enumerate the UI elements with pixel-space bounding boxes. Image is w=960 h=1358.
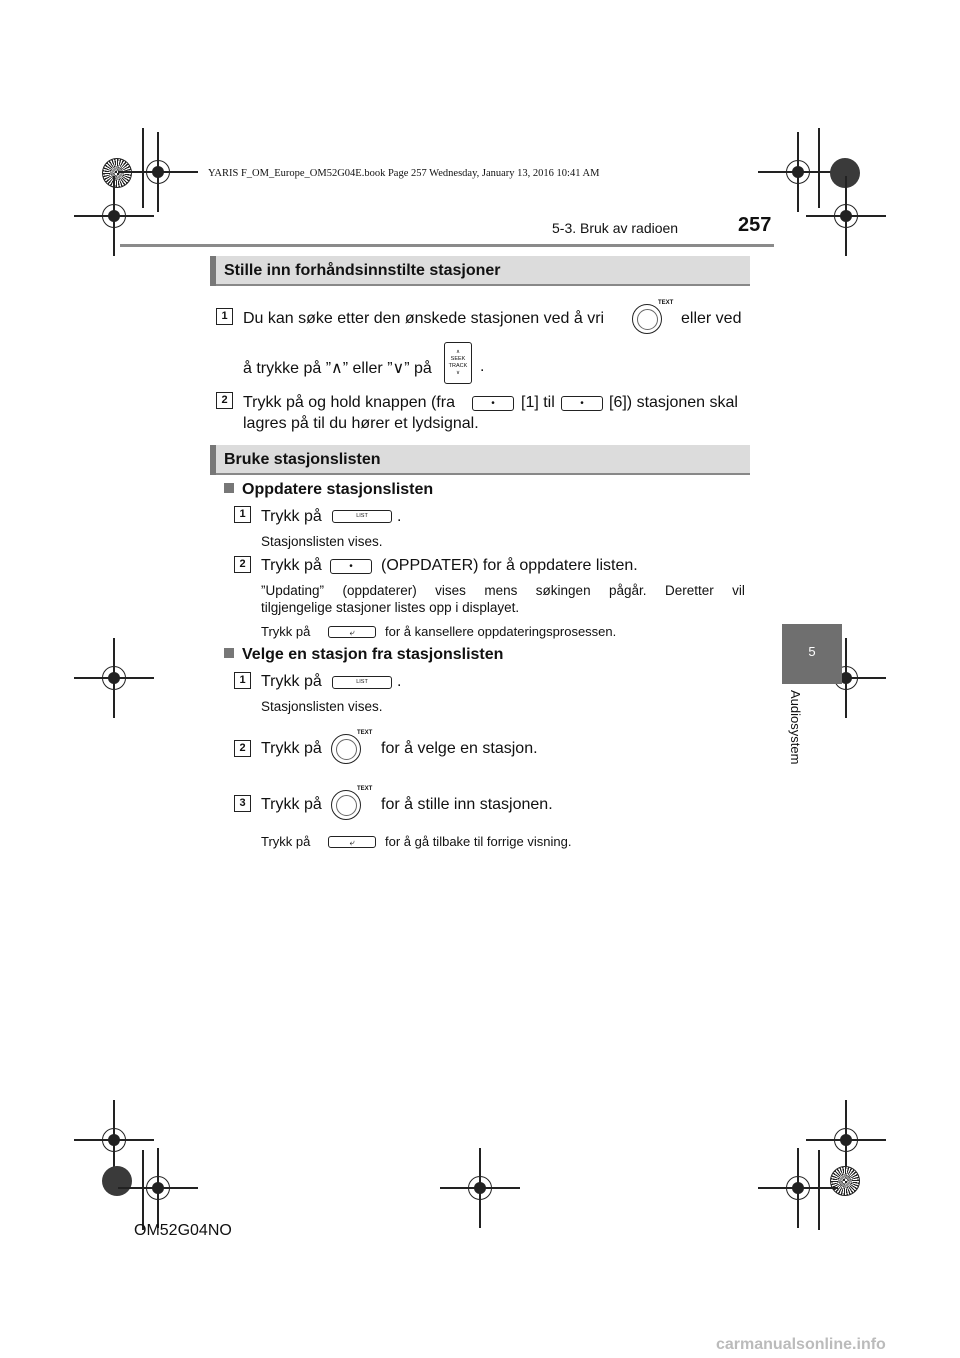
note-text: Stasjonslisten vises.	[261, 534, 383, 549]
down-arrow-icon: ∨	[455, 370, 461, 376]
paragraph-text: eller ved	[681, 310, 742, 327]
track-label: TRACK	[448, 363, 468, 369]
paragraph-text: (OPPDATER) for å oppdatere listen.	[381, 557, 638, 574]
crop-line	[818, 1150, 820, 1230]
note-word: søkingen	[535, 583, 591, 598]
note-text: tilgjengelige stasjoner listes opp i displayet.	[261, 600, 520, 615]
paragraph-text: å trykke på ”∧” eller ”∨” på	[243, 360, 432, 377]
note-text: Trykk på	[261, 834, 311, 849]
document-code: OM52G04NO	[134, 1222, 232, 1239]
step-number: 1	[216, 308, 233, 325]
note-word: vil	[732, 583, 745, 598]
note-text: for å gå tilbake til forrige visning.	[385, 834, 572, 849]
section-heading-presets	[210, 256, 750, 286]
preset-button-icon: •	[472, 396, 514, 411]
subheading-text: Velge en stasjon fra stasjonslisten	[242, 646, 504, 663]
step-number: 1	[234, 506, 251, 523]
step-number: 2	[234, 556, 251, 573]
subheading-update-list	[224, 481, 433, 499]
step-number: 2	[216, 392, 233, 409]
section-heading-text: Stille inn forhåndsinnstilte stasjoner	[224, 262, 501, 279]
paragraph-text: Trykk på	[261, 796, 322, 813]
paragraph-text: Trykk på	[261, 508, 322, 525]
paragraph-text: .	[397, 673, 402, 690]
note-word: vises	[435, 583, 466, 598]
note-text: Trykk på	[261, 624, 311, 639]
paragraph-text: Trykk på	[261, 740, 322, 757]
registration-mark	[74, 638, 154, 718]
list-button-icon: LIST	[332, 510, 392, 523]
paragraph-text: for å velge en stasjon.	[381, 740, 538, 757]
paragraph-text: .	[397, 508, 402, 525]
up-arrow-icon: ∧	[455, 349, 461, 355]
paragraph-text: Trykk på og hold knappen (fra	[243, 394, 455, 411]
knob-text-label: TEXT	[357, 730, 373, 736]
subheading-select-station	[224, 646, 503, 664]
back-button-icon: ⤶	[328, 836, 376, 848]
square-bullet-icon	[224, 648, 234, 658]
note-word: Deretter	[664, 583, 714, 598]
chapter-side-label: Audiosystem	[788, 690, 803, 765]
note-text: Stasjonslisten vises.	[261, 699, 383, 714]
note-text	[261, 583, 745, 598]
preset-button-icon: •	[561, 396, 603, 411]
step-number: 1	[234, 672, 251, 689]
subheading-text: Oppdatere stasjonslisten	[242, 481, 434, 498]
book-info-line: YARIS F_OM_Europe_OM52G04E.book Page 257 Wednesday, January 13, 2016 10:41 AM	[208, 168, 600, 179]
registration-mark	[758, 1148, 838, 1228]
note-word: pågår.	[609, 583, 647, 598]
paragraph-text: Du kan søke etter den ønskede stasjonen ved å vri	[243, 310, 605, 327]
knob-text-label: TEXT	[357, 786, 373, 792]
running-section-title: 5-3. Bruk av radioen	[552, 220, 679, 236]
paragraph-text: .	[480, 358, 485, 375]
tune-knob-icon	[632, 304, 662, 334]
step-number: 2	[234, 740, 251, 757]
registration-mark	[118, 1148, 198, 1228]
seek-track-button-icon	[444, 342, 472, 384]
square-bullet-icon	[224, 483, 234, 493]
seek-label: SEEK	[450, 356, 466, 362]
list-button-icon: LIST	[332, 676, 392, 689]
header-rule	[120, 244, 774, 247]
note-word: ”Updating”	[261, 583, 325, 598]
back-button-icon: ⤶	[328, 626, 376, 638]
watermark: carmanualsonline.info	[716, 1336, 886, 1353]
crop-line	[142, 128, 144, 208]
paragraph-text: lagres på til du hører et lydsignal.	[243, 415, 479, 432]
paragraph-text: [1] til	[521, 394, 555, 411]
registration-mark	[440, 1148, 520, 1228]
chapter-tab: 5	[782, 624, 842, 684]
note-text: for å kansellere oppdateringsprosessen.	[385, 624, 617, 639]
step-number: 3	[234, 795, 251, 812]
note-word: (oppdaterer)	[342, 583, 417, 598]
tune-knob-icon	[331, 790, 361, 820]
paragraph-text: Trykk på	[261, 557, 322, 574]
note-word: mens	[484, 583, 518, 598]
paragraph-text: Trykk på	[261, 673, 322, 690]
crop-line	[818, 128, 820, 208]
paragraph-text: for å stille inn stasjonen.	[381, 796, 553, 813]
section-heading-text: Bruke stasjonslisten	[224, 451, 381, 468]
section-heading-station-list	[210, 445, 750, 475]
paragraph-text: [6]) stasjonen skal	[609, 394, 738, 411]
tune-knob-icon	[331, 734, 361, 764]
knob-text-label: TEXT	[658, 300, 674, 306]
crop-line	[142, 1150, 144, 1230]
update-button-icon: •	[330, 559, 372, 574]
page-number: 257	[738, 214, 772, 236]
